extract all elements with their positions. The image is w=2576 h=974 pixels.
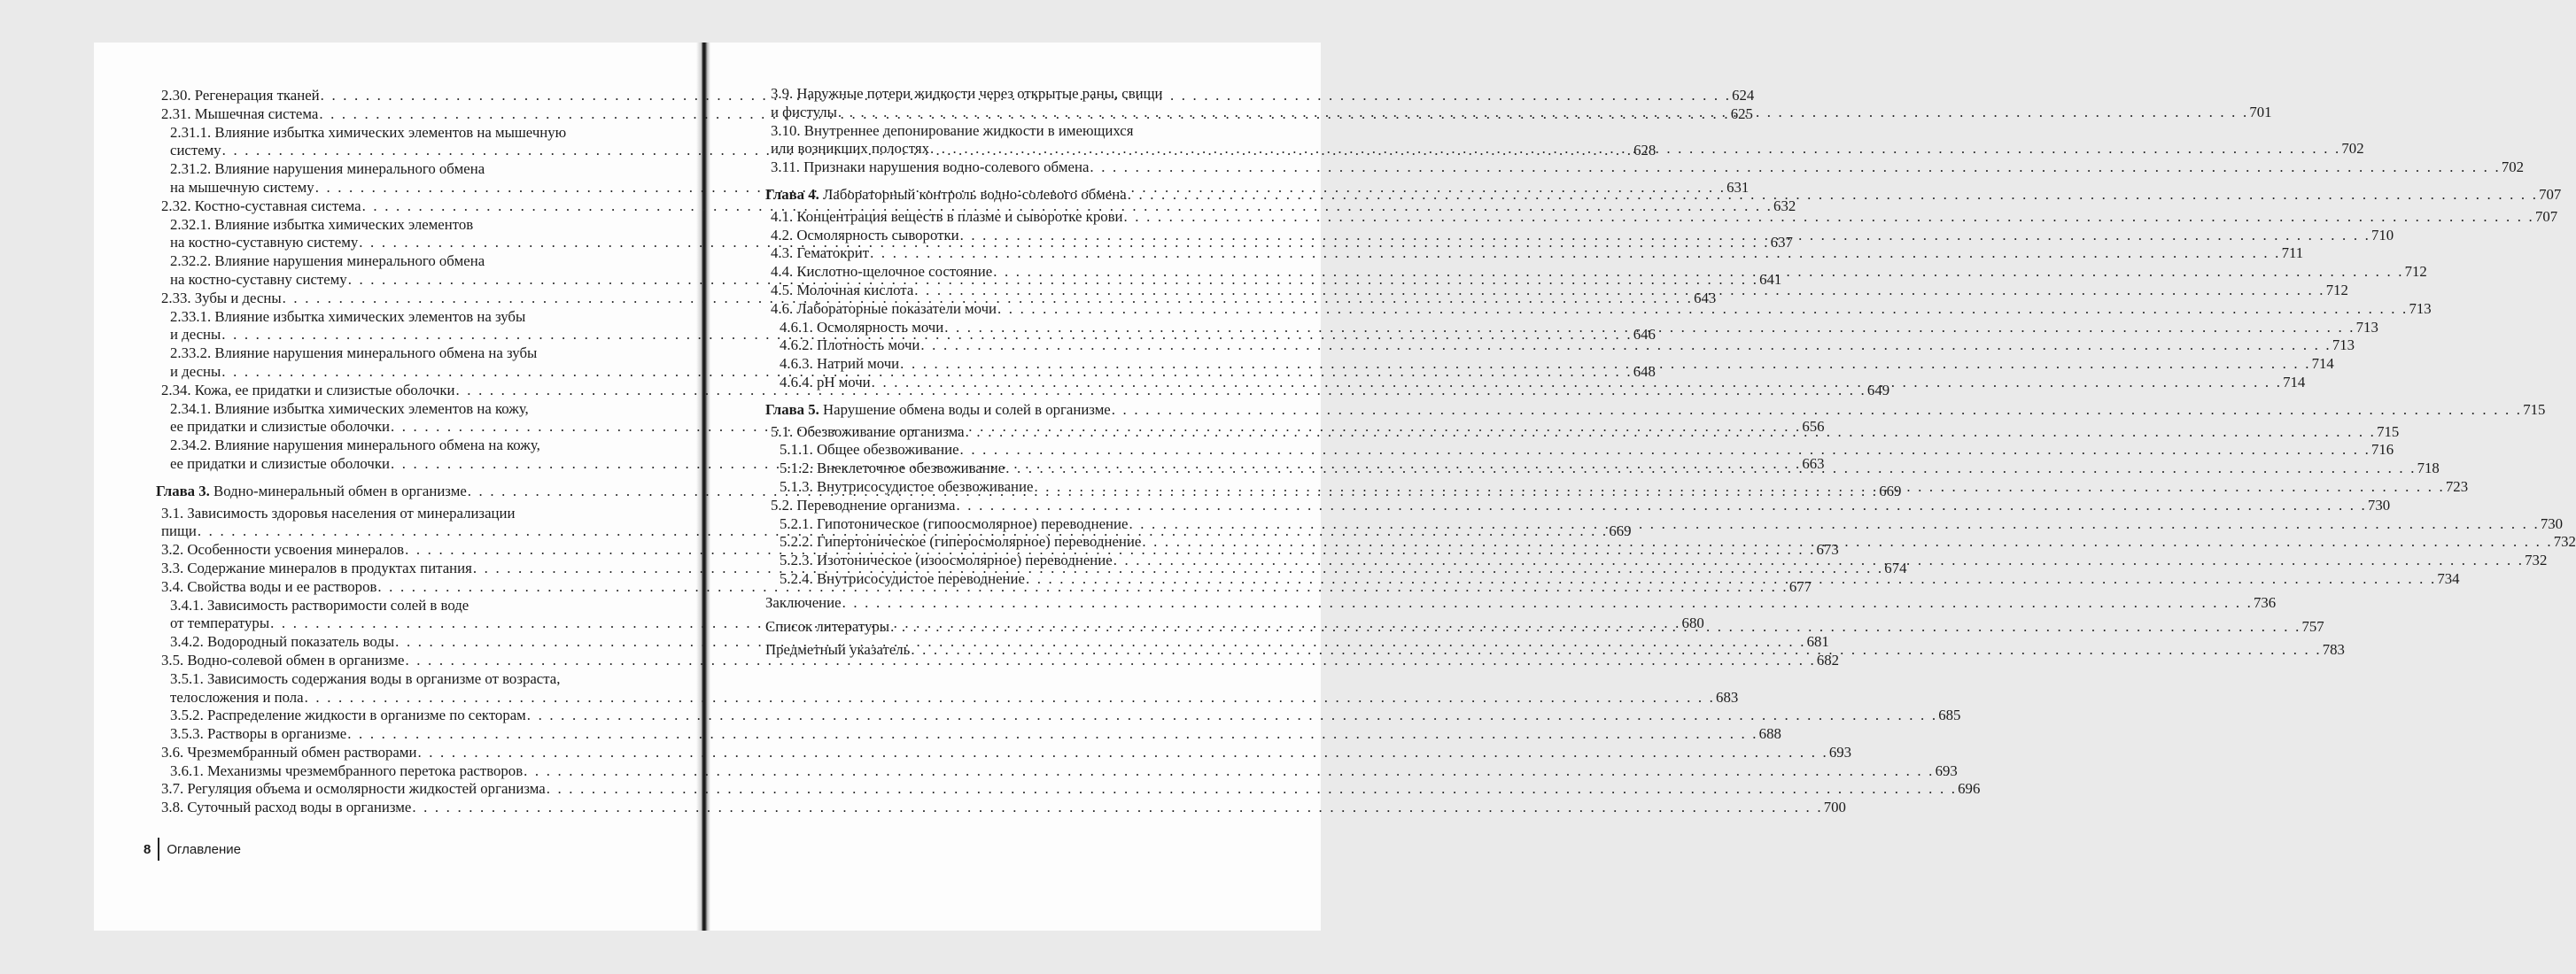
toc-entry-title <box>161 522 197 541</box>
toc-entry-row <box>765 400 2546 420</box>
toc-entry[interactable] <box>156 743 1852 762</box>
dot-leader <box>930 140 2340 158</box>
dot-leader <box>960 227 2370 245</box>
toc-entry[interactable] <box>156 799 1846 817</box>
dot-leader <box>911 641 2321 660</box>
toc-page-number: 656 <box>1802 418 1825 436</box>
dot-leader <box>347 725 1757 744</box>
toc-entry-title <box>170 179 314 197</box>
page-number: 8 <box>144 841 151 857</box>
toc-entry-text: 4.6.3. Натрий мочи <box>780 355 900 373</box>
toc-entry-title-line: 3.1. Зависимость здоровья населения от минерализации <box>161 504 516 522</box>
toc-page-number: 628 <box>1633 142 1657 159</box>
toc-page-number: 730 <box>2540 514 2564 532</box>
footer-divider <box>158 838 159 861</box>
toc-entry-row <box>170 688 1739 707</box>
toc-entry-title <box>771 158 1089 177</box>
toc-entry-title-line: 2.33.2. Влияние нарушения минерального обмена на зубы <box>170 344 538 362</box>
toc-entry-row <box>780 336 2355 355</box>
toc-entry-text: 2.32. Костно-суставная система <box>161 197 361 214</box>
dot-leader <box>1142 533 2552 552</box>
toc-entry-text: Список литературы <box>765 617 890 635</box>
toc-chapter-entry[interactable] <box>765 593 2277 613</box>
toc-entry-text: 3.11. Признаки нарушения водно-солевого обмена <box>771 158 1090 176</box>
toc-page-number: 625 <box>1730 104 1753 122</box>
toc-page-number: 730 <box>2367 496 2391 514</box>
toc-entry-text: 4.6. Лабораторные показатели мочи <box>771 299 997 317</box>
toc-entry-title <box>771 497 955 515</box>
toc-entry-text: 3.4. Свойства воды и ее растворов <box>161 577 377 595</box>
toc-entry-title <box>780 515 1128 534</box>
page-footer <box>144 838 241 861</box>
toc-entry-title <box>170 271 347 290</box>
toc-entry-title <box>771 104 837 122</box>
toc-page-number: 677 <box>1788 577 1812 595</box>
toc-page-number: 713 <box>2409 299 2432 317</box>
dot-leader <box>993 263 2403 282</box>
toc-entry-row <box>765 593 2277 613</box>
toc-entry-text: 4.3. Гематокрит <box>771 244 870 262</box>
dot-leader <box>1113 552 2524 570</box>
toc-entry-title <box>161 105 318 124</box>
toc-entry-title <box>161 578 376 597</box>
chapter-label: Глава 5. <box>765 400 819 418</box>
toc-entry-text: 3.8. Суточный расход воды в организме <box>161 799 412 816</box>
toc-entry[interactable] <box>765 207 2558 227</box>
toc-page-number: 646 <box>1633 326 1656 344</box>
toc-entry-text: 3.4.2. Водородный показатель воды <box>170 633 395 651</box>
toc-entry-row <box>170 707 1961 725</box>
toc-entry-title <box>780 355 899 374</box>
toc-entry-title <box>161 541 404 560</box>
toc-page-number: 710 <box>2371 226 2394 244</box>
toc-entry-text: на мышечную систему <box>170 178 314 196</box>
toc-entry[interactable] <box>765 299 2432 319</box>
toc-entry-row <box>771 299 2432 319</box>
toc-entry-title <box>161 560 472 578</box>
toc-entry-title <box>765 641 910 660</box>
toc-entry-title-line: 2.31.1. Влияние избытка химических элементов на мышечную <box>170 123 567 141</box>
toc-page-number: 682 <box>1816 651 1840 669</box>
dot-leader <box>1128 186 2538 205</box>
toc-page-number: 714 <box>2283 373 2306 390</box>
toc-entry-title <box>771 244 869 263</box>
chapter-label: Глава 4. <box>765 185 819 203</box>
toc-page-number: 649 <box>1866 381 1890 398</box>
toc-page-number: 713 <box>2355 318 2378 336</box>
toc-page-number: 673 <box>1816 541 1839 559</box>
toc-entry-title <box>780 552 1113 570</box>
toc-entry-title-line: 2.32.1. Влияние избытка химических элементов <box>170 215 474 233</box>
toc-entry-row <box>170 725 1781 744</box>
toc-entry-title-line: 3.4.1. Зависимость растворимости солей в воде <box>170 596 469 614</box>
toc-entry-title <box>771 227 959 245</box>
dot-leader <box>920 336 2331 355</box>
toc-entry-row <box>161 651 1840 670</box>
toc-entry-title <box>170 234 358 252</box>
toc-entry-text: 3.2. Особенности усвоения минералов <box>161 541 405 559</box>
toc-page-number: 707 <box>2534 207 2558 225</box>
toc-entry-text: 5.1.1. Общее обезвоживание <box>780 441 959 459</box>
toc-entry-title <box>170 762 523 781</box>
toc-entry-title-line: 2.33.1. Влияние избытка химических элементов на зубы <box>170 307 526 325</box>
toc-entry-row <box>771 244 2304 263</box>
dot-leader <box>842 594 2253 613</box>
toc-entry-title-line: 2.34.1. Влияние избытка химических элементов на кожу, <box>170 399 529 417</box>
dot-leader <box>412 799 1822 817</box>
toc-entry-title <box>765 401 1111 420</box>
toc-entry-title-line: 2.32.2. Влияние нарушения минерального обмена <box>170 252 485 270</box>
dot-leader <box>944 319 2355 337</box>
dot-leader <box>547 780 1957 799</box>
dot-leader <box>838 104 2248 122</box>
toc-page-number: 707 <box>2539 185 2562 203</box>
toc-entry-text: на костно-суставну систему <box>170 270 347 288</box>
toc-entry-text: на костно-суставную систему <box>170 234 359 251</box>
toc-entry-text: Предметный указатель <box>765 641 911 659</box>
chapter-label: Глава 3. <box>156 482 210 499</box>
toc-entry-text: 5.2.3. Изотоническое (изоосмолярное) переводнение <box>780 552 1113 569</box>
toc-page-number: 693 <box>1935 761 1958 779</box>
toc-entry-text: 2.33. Зубы и десны <box>161 289 282 306</box>
toc-page-number: 624 <box>1732 87 1755 104</box>
toc-entry-text: 5.2.2. Гипертоническое (гиперосмолярное) переводнение <box>780 533 1142 551</box>
toc-entry-text: телосложения и пола <box>170 688 304 706</box>
dot-leader <box>900 355 2310 374</box>
toc-entry[interactable] <box>765 244 2304 263</box>
dot-leader <box>417 744 1827 762</box>
dot-leader <box>1112 401 2522 420</box>
toc-page-number: 713 <box>2332 336 2355 354</box>
dot-leader <box>305 689 1715 707</box>
toc-entry-row <box>780 441 2394 460</box>
dot-leader <box>1034 478 2444 497</box>
toc-entry-title <box>161 652 404 670</box>
toc-entry-text: 3.5.2. Распределение жидкости в организме по секторам <box>170 707 526 724</box>
toc-entry[interactable] <box>765 336 2355 355</box>
toc-page-number: 674 <box>1884 559 1907 576</box>
toc-page-number: 637 <box>1770 234 1793 251</box>
toc-entry-text: 4.6.4. pH мочи <box>780 373 871 390</box>
toc-entry-row <box>771 158 2525 177</box>
toc-entry-text: 4.1. Концентрация веществ в плазме и сыворотке крови <box>771 207 1123 225</box>
toc-entry-text: систему <box>170 142 221 159</box>
toc-entry[interactable] <box>765 158 2525 177</box>
toc-entry-text: 4.5. Молочная кислота <box>771 281 914 298</box>
toc-entry[interactable] <box>156 651 1840 670</box>
toc-entry-text: пищи <box>161 522 197 540</box>
toc-page-number: 712 <box>2404 263 2427 281</box>
toc-entry-title-line: 3.9. Наружные потери жидкости через открытые раны, свищи <box>771 85 1163 102</box>
toc-entry-title <box>170 142 221 160</box>
toc-entry[interactable] <box>156 725 1781 744</box>
toc-entry[interactable] <box>765 441 2394 460</box>
toc-entry-title <box>765 618 889 637</box>
toc-entry-text: 2.31. Мышечная система <box>161 104 319 122</box>
toc-entry-title <box>780 533 1141 552</box>
toc-entry-title <box>771 140 929 158</box>
toc-entry-title <box>161 799 411 817</box>
toc-page-number: 757 <box>2301 617 2324 635</box>
toc-page-number: 736 <box>2254 593 2277 611</box>
toc-page-number: 718 <box>2417 460 2440 477</box>
toc-entry-text: 4.6.1. Осмолярность мочи <box>780 318 944 336</box>
toc-entry-text: и десны <box>170 362 221 380</box>
toc-entry-title <box>170 326 221 344</box>
toc-entry-title <box>170 725 346 744</box>
toc-entry-title <box>161 382 454 400</box>
toc-entry-text: или возникших полостях <box>771 140 929 158</box>
toc-entry-text: 4.2. Осмолярность сыворотки <box>771 226 959 244</box>
toc-entry-title <box>161 290 282 308</box>
toc-entry-text: 3.7. Регуляция объема и осмолярности жидкостей организма <box>161 780 546 798</box>
toc-entry-title <box>780 441 959 460</box>
toc-page-number: 685 <box>1938 707 1961 724</box>
toc-page-number: 663 <box>1802 454 1825 472</box>
toc-entry-title <box>771 263 992 282</box>
toc-entry[interactable] <box>156 780 1981 799</box>
toc-entry-title <box>170 615 269 633</box>
dot-leader <box>966 423 2376 442</box>
toc-page-number: 702 <box>2501 158 2525 176</box>
toc-entry-row <box>161 743 1852 762</box>
toc-page-number: 631 <box>1726 178 1750 196</box>
toc-entry[interactable] <box>156 761 1958 781</box>
toc-entry-text: 5.1.3. Внутрисосудистое обезвоживание <box>780 477 1034 495</box>
dot-leader <box>1090 158 2500 177</box>
toc-page-number: 696 <box>1958 780 1981 798</box>
toc-entry-row <box>771 496 2391 515</box>
toc-entry-row <box>161 780 1981 799</box>
dot-leader <box>997 300 2408 319</box>
toc-entry-title <box>161 780 546 799</box>
toc-entry-title <box>156 483 467 501</box>
toc-entry[interactable] <box>765 496 2391 515</box>
dot-leader <box>890 618 2301 637</box>
dot-leader <box>1124 208 2534 227</box>
dot-leader <box>1129 515 2539 534</box>
toc-page-number: 669 <box>1879 482 1902 499</box>
toc-entry-text: Лабораторный контроль водно-солевого обмена <box>823 185 1127 203</box>
toc-page-number: 716 <box>2370 441 2394 459</box>
toc-entry-title-line: 3.10. Внутреннее депонирование жидкости в имеющихся <box>771 121 1134 139</box>
toc-entry[interactable] <box>156 707 1961 725</box>
toc-entry-row <box>170 761 1958 781</box>
toc-entry-title <box>161 87 320 105</box>
toc-entry-title-line: 3.5.1. Зависимость содержания воды в организме от возраста, <box>170 669 561 687</box>
toc-entry-text: 4.4. Кислотно-щелочное состояние <box>771 263 993 281</box>
toc-entry-title <box>765 594 842 613</box>
toc-entry-text: 3.5. Водно-солевой обмен в организме <box>161 651 405 669</box>
toc-page-number: 783 <box>2322 641 2345 659</box>
toc-entry-title <box>161 744 416 762</box>
toc-page-number: 632 <box>1773 197 1796 214</box>
toc-entry-title <box>771 300 997 319</box>
toc-page-number: 701 <box>2249 103 2272 120</box>
toc-page-number: 732 <box>2553 533 2576 551</box>
toc-entry-text: 5.1.2. Внеклеточное обезвоживание <box>780 460 1005 477</box>
dot-leader <box>870 244 2280 263</box>
toc-entry-text: ее придатки и слизистые оболочки <box>170 454 390 472</box>
toc-entry-title <box>170 455 390 474</box>
toc-entry-title <box>161 197 361 216</box>
dot-leader <box>956 497 2366 515</box>
dot-leader <box>872 374 2282 392</box>
dot-leader <box>1005 460 2416 478</box>
toc-page-number: 648 <box>1633 362 1656 380</box>
toc-entry-title <box>170 689 304 707</box>
toc-page-number: 669 <box>1609 522 1632 540</box>
dot-leader <box>1026 570 2436 589</box>
toc-entry-text: Водно-минеральный обмен в организме <box>213 482 467 499</box>
dot-leader <box>527 707 1937 725</box>
toc-entry-text: Заключение <box>765 593 842 611</box>
dot-leader <box>914 282 2324 300</box>
toc-entry-text: от температуры <box>170 615 270 632</box>
toc-entry-text: 3.5.3. Растворы в организме <box>170 725 347 743</box>
toc-entry-title <box>170 707 526 725</box>
toc-entry-title <box>780 460 1005 478</box>
toc-entry-title <box>170 418 390 437</box>
toc-page-number: 681 <box>1806 633 1829 651</box>
toc-entry-text: ее придатки и слизистые оболочки <box>170 418 390 436</box>
toc-entry-title <box>780 374 871 392</box>
toc-entry-title <box>780 319 943 337</box>
toc-page-number: 723 <box>2445 477 2469 495</box>
toc-entry-row <box>771 207 2558 227</box>
toc-entry-text: и десны <box>170 326 221 344</box>
toc-entry-title <box>780 478 1033 497</box>
toc-entry-text: 2.30. Регенерация тканей <box>161 87 320 104</box>
toc-page-number: 715 <box>2377 422 2400 440</box>
toc-page-number: 702 <box>2341 140 2364 158</box>
toc-entry-text: 3.6. Чрезмембранный обмен растворами <box>161 743 417 761</box>
toc-page-number: 732 <box>2525 552 2548 569</box>
toc-entry-text: 5.2.1. Гипотоническое (гипоосмолярное) переводнение <box>780 514 1129 532</box>
toc-entry-title <box>780 570 1025 589</box>
toc-entry-title <box>771 208 1123 227</box>
toc-entry-title <box>771 282 913 300</box>
toc-page-number: 734 <box>2437 569 2460 587</box>
toc-entry-title <box>780 336 919 355</box>
toc-page-number: 711 <box>2281 244 2304 262</box>
toc-page-number: 714 <box>2311 355 2334 373</box>
toc-entry-title <box>771 423 965 442</box>
toc-entry[interactable] <box>156 669 1739 707</box>
toc-page-number: 680 <box>1681 615 1704 632</box>
toc-entry-text: 4.6.2. Плотность мочи <box>780 336 920 354</box>
toc-page-number: 693 <box>1828 743 1852 761</box>
dot-leader <box>524 762 1934 781</box>
toc-entry-text: 5.1. Обезвоживание организма <box>771 422 965 440</box>
toc-entry-title <box>170 633 394 652</box>
toc-entry-title-line: 2.34.2. Влияние нарушения минерального обмена на кожу, <box>170 437 540 454</box>
running-head: Оглавление <box>167 841 241 857</box>
toc-page-number: 700 <box>1823 799 1846 816</box>
toc-entry-text: 3.6.1. Механизмы чрезмембранного перетока растворов <box>170 761 524 779</box>
toc-page-number: 715 <box>2523 400 2546 418</box>
toc-entry-text: 2.34. Кожа, ее придатки и слизистые оболочки <box>161 381 455 398</box>
toc-entry-row <box>161 799 1846 817</box>
dot-leader <box>960 441 2370 460</box>
toc-entry-title <box>765 186 1127 205</box>
toc-entry-title-line: 2.31.2. Влияние нарушения минерального обмена <box>170 160 485 178</box>
toc-entry-text: 5.2.4. Внутрисосудистое переводнение <box>780 569 1025 587</box>
toc-entry-text: Нарушение обмена воды и солей в организме <box>823 400 1111 418</box>
toc-page-number: 643 <box>1694 289 1717 306</box>
toc-chapter-entry[interactable] <box>765 400 2546 420</box>
toc-page-number: 641 <box>1759 270 1782 288</box>
toc-page-number: 712 <box>2325 281 2348 298</box>
toc-entry-text: 3.3. Содержание минералов в продуктах питания <box>161 559 472 576</box>
toc-entry-text: 5.2. Переводнение организма <box>771 496 956 514</box>
toc-entry-text: и фистулы <box>771 103 837 120</box>
toc-entry-title <box>170 363 221 382</box>
toc-page-number: 688 <box>1758 725 1781 743</box>
toc-page-number: 683 <box>1716 688 1739 706</box>
